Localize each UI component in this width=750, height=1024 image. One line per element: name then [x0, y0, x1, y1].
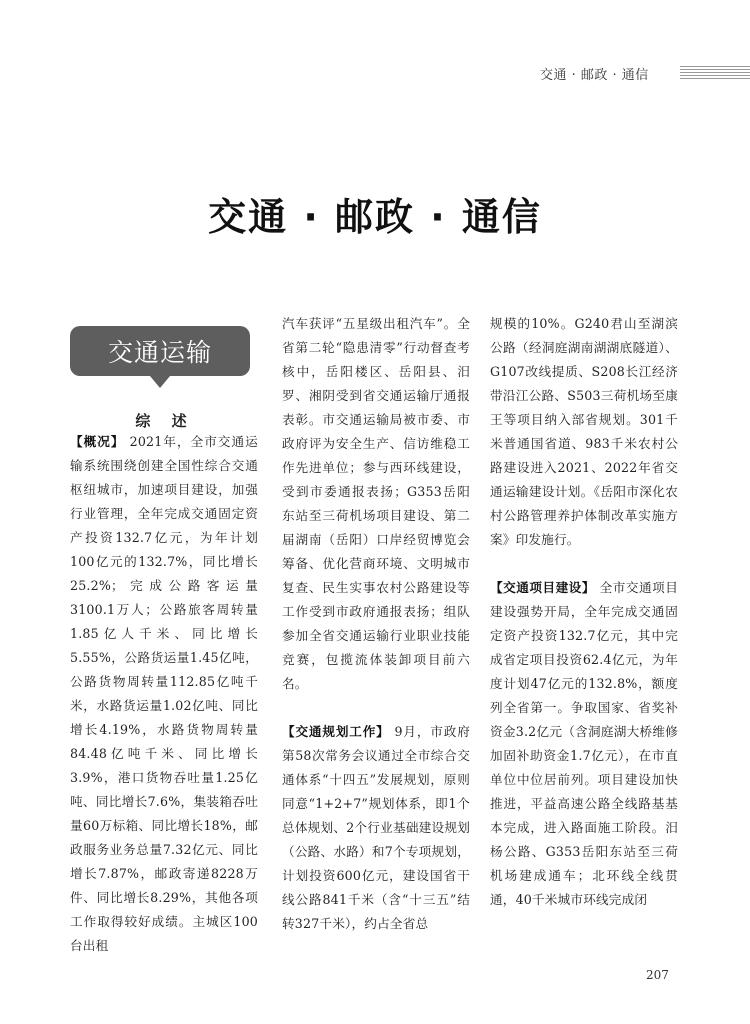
running-header: 交通 · 邮政 · 通信: [540, 68, 649, 83]
sub-heading: 综 述: [135, 412, 195, 430]
projects-label: 【交通项目建设】: [490, 580, 596, 595]
paragraph-gap: [282, 696, 470, 720]
section-banner-pointer: [150, 376, 170, 388]
text-column-1: [70, 430, 258, 958]
header-decoration-lines: [680, 66, 750, 80]
overview-paragraph: [70, 430, 258, 958]
planning-label: 【交通规划工作】: [282, 724, 390, 739]
projects-text: 全市交通项目建设强势开局，全年完成交通固定资产投资132.7亿元，其中完成省定项目投资62.4亿元，为年度计划47亿元的132.8%，额度列全省第一。争取国家、省奖补资金3.2亿元（含洞庭湖大桥维修加固补助资金1.7亿元），在市直单位中位居前列。项目建设加快推进，平益高速公路全线路基基本完成，进入路面施工阶段。汨杨公路、G353岳阳东站至三荷机场建成通车；北环线全线贯通，40千米城市环线完成闭: [490, 580, 678, 907]
continuation-paragraph: 汽车获评“五星级出租汽车”。全省第二轮“隐患清零”行动督查考核中，岳阳楼区、岳阳县、汨罗、湘阴受到省交通运输厅通报表彰。市交通运输局被市委、市政府评为安全生产、信访维稳工作先进单位；参与西环线建设，受到市委通报表扬；G353岳阳东站至三荷机场项目建设、第二届湖南（岳阳）口岸经贸博览会筹备、优化营商环境、文明城市复查、民生实事农村公路建设等工作受到市政府通报表扬；组队参加全省交通运输行业职业技能竞赛，包揽流体装卸项目前六名。: [282, 316, 470, 691]
overview-label: 【概况】: [70, 434, 125, 449]
section-banner: [70, 326, 250, 376]
text-column-2: [282, 312, 470, 936]
planning-text: 9月，市政府第58次常务会议通过全市综合交通体系“十四五”发展规划，原则同意“1+2+7”规划体系，即1个总体规划、2个行业基础建设规划（公路、水路）和7个专项规划，计划投资600亿元，建设国省干线公路841千米（含“十三五”结转327千米），约占全省总: [282, 724, 470, 931]
text-column-3: [490, 312, 678, 912]
section-banner-label: 交通运输: [107, 338, 212, 367]
paragraph-gap: [490, 552, 678, 576]
projects-paragraph: [490, 576, 678, 912]
chapter-title: 交通 · 邮政 · 通信: [208, 195, 542, 239]
page-number: 207: [646, 968, 669, 982]
continuation-paragraph: 规模的10%。G240君山至湖滨公路（经洞庭湖南湖湖底隧道）、G107改线提质、S208长江经济带沿江公路、S503三荷机场至康王等项目纳入部省规划。301千米普通国省道、983千米农村公路建设进入2021、2022年省交通运输建设计划。《岳阳市深化农村公路管理养护体制改革实施方案》印发施行。: [490, 316, 678, 547]
planning-paragraph: [282, 720, 470, 936]
overview-text: 2021年，全市交通运输系统围绕创建全国性综合交通枢纽城市，加速项目建设，加强行业管理，全年完成交通固定资产投资132.7亿元，为年计划100亿元的132.7%，同比增长25.2%；完成公路客运量3100.1万人；公路旅客周转量1.85亿人千米、同比增长5.55%，公路货运量1.45亿吨，公路货物周转量112.85亿吨千米，水路货运量1.02亿吨、同比增长4.19%，水路货物周转量84.48亿吨千米、同比增长3.9%，港口货物吞吐量1.25亿吨、同比增长7.6%，集装箱吞吐量60万标箱、同比增长18%，邮政服务业务总量7.32亿元、同比增长7.87%，邮政寄递8228万件、同比增长8.29%，其他各项工作取得较好成绩。主城区100台出租: [70, 434, 258, 953]
